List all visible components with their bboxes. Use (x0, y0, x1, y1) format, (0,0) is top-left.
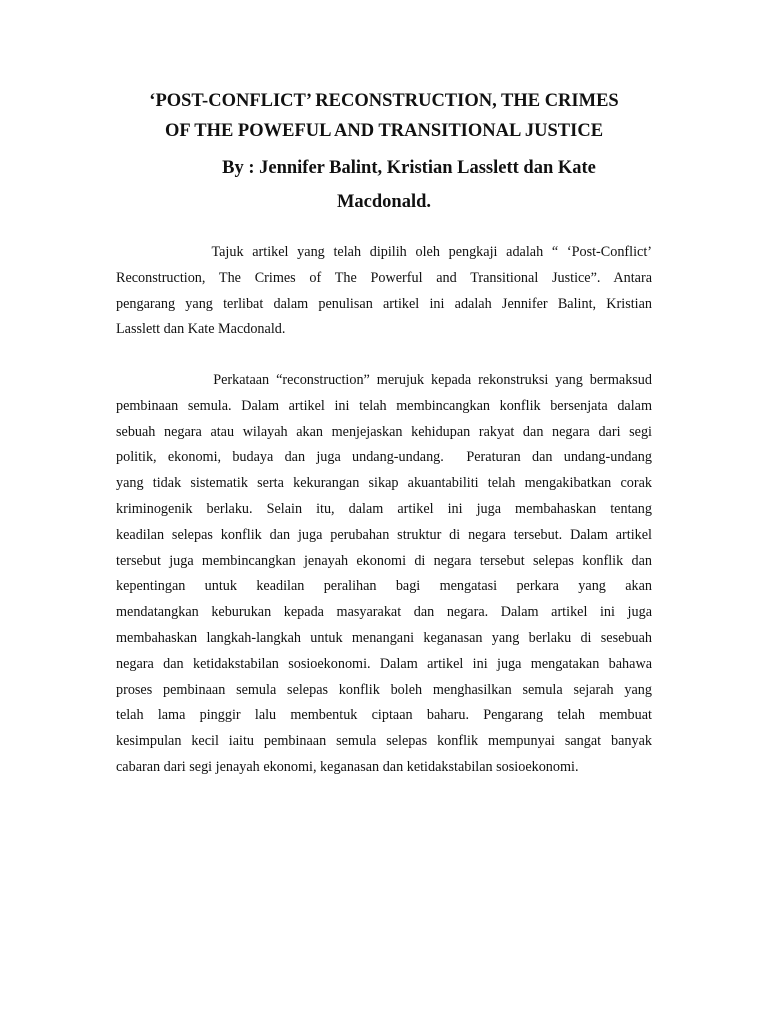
title-line-1: ‘POST-CONFLICT’ RECONSTRUCTION, THE CRIMES (149, 91, 619, 111)
paragraph-line: Reconstruction, The Crimes of The Powerful and Transitional Justice”. Antara (116, 269, 652, 286)
paragraph-line: pengarang yang terlibat dalam penulisan artikel ini adalah Jennifer Balint, Kristian (116, 295, 652, 312)
paragraph-line: Tajuk artikel yang telah dipilih oleh pengkaji adalah “ ‘Post-Conflict’ (116, 244, 652, 260)
paragraph-line: Perkataan “reconstruction” merujuk kepada rekonstruksi yang bermaksud (116, 372, 652, 388)
paragraph-line: proses pembinaan semula selepas konflik boleh menghasilkan semula sejarah yang (116, 681, 652, 698)
author-byline (100, 151, 668, 219)
paragraph-line: politik, ekonomi, budaya dan juga undang-undang. Peraturan dan undang-undang (116, 449, 652, 466)
paragraph-line: telah lama pinggir lalu membentuk ciptaan baharu. Pengarang telah membuat (116, 707, 652, 724)
paragraph-line: tersebut juga membincangkan jenayah ekonomi di negara tersebut selepas konflik dan (116, 552, 652, 569)
paragraph-line: membahaskan langkah-langkah untuk menangani keganasan yang berlaku di sesebuah (116, 629, 652, 646)
document-title (100, 86, 668, 146)
byline-line-2: Macdonald. (336, 192, 432, 212)
paragraph-line: sebuah negara atau wilayah akan menjejaskan kehidupan rakyat dan negara dari segi (116, 423, 652, 440)
paragraph-line: kepentingan untuk keadilan peralihan bagi mengatasi perkara yang akan (116, 578, 652, 595)
paragraph-line: yang tidak sistematik serta kekurangan sikap akuantabiliti telah mengakibatkan corak (116, 475, 652, 492)
paragraph-line: pembinaan semula. Dalam artikel ini telah membincangkan konflik bersenjata dalam (116, 397, 652, 414)
paragraph-line: kesimpulan kecil iaitu pembinaan semula selepas konflik mempunyai sangat banyak (116, 733, 652, 750)
paragraph-line: cabaran dari segi jenayah ekonomi, keganasan dan ketidakstabilan sosioekonomi. (116, 758, 579, 775)
paragraph-line: kriminogenik berlaku. Selain itu, dalam artikel ini juga membahaskan tentang (116, 500, 652, 517)
paragraph-2 (116, 368, 652, 781)
paragraph-line: Lasslett dan Kate Macdonald. (116, 321, 286, 338)
byline-line-1: By : Jennifer Balint, Kristian Lasslett dan Kate (222, 158, 596, 178)
paragraph-line: mendatangkan keburukan kepada masyarakat dan negara. Dalam artikel ini juga (116, 604, 652, 621)
paragraph-line: keadilan selepas konflik dan juga perubahan struktur di negara tersebut. Dalam artikel (116, 526, 652, 543)
paragraph-1 (116, 240, 652, 343)
title-line-2: OF THE POWEFUL AND TRANSITIONAL JUSTICE (164, 121, 604, 141)
paragraph-line: negara dan ketidakstabilan sosioekonomi. Dalam artikel ini juga mengatakan bahawa (116, 655, 652, 672)
